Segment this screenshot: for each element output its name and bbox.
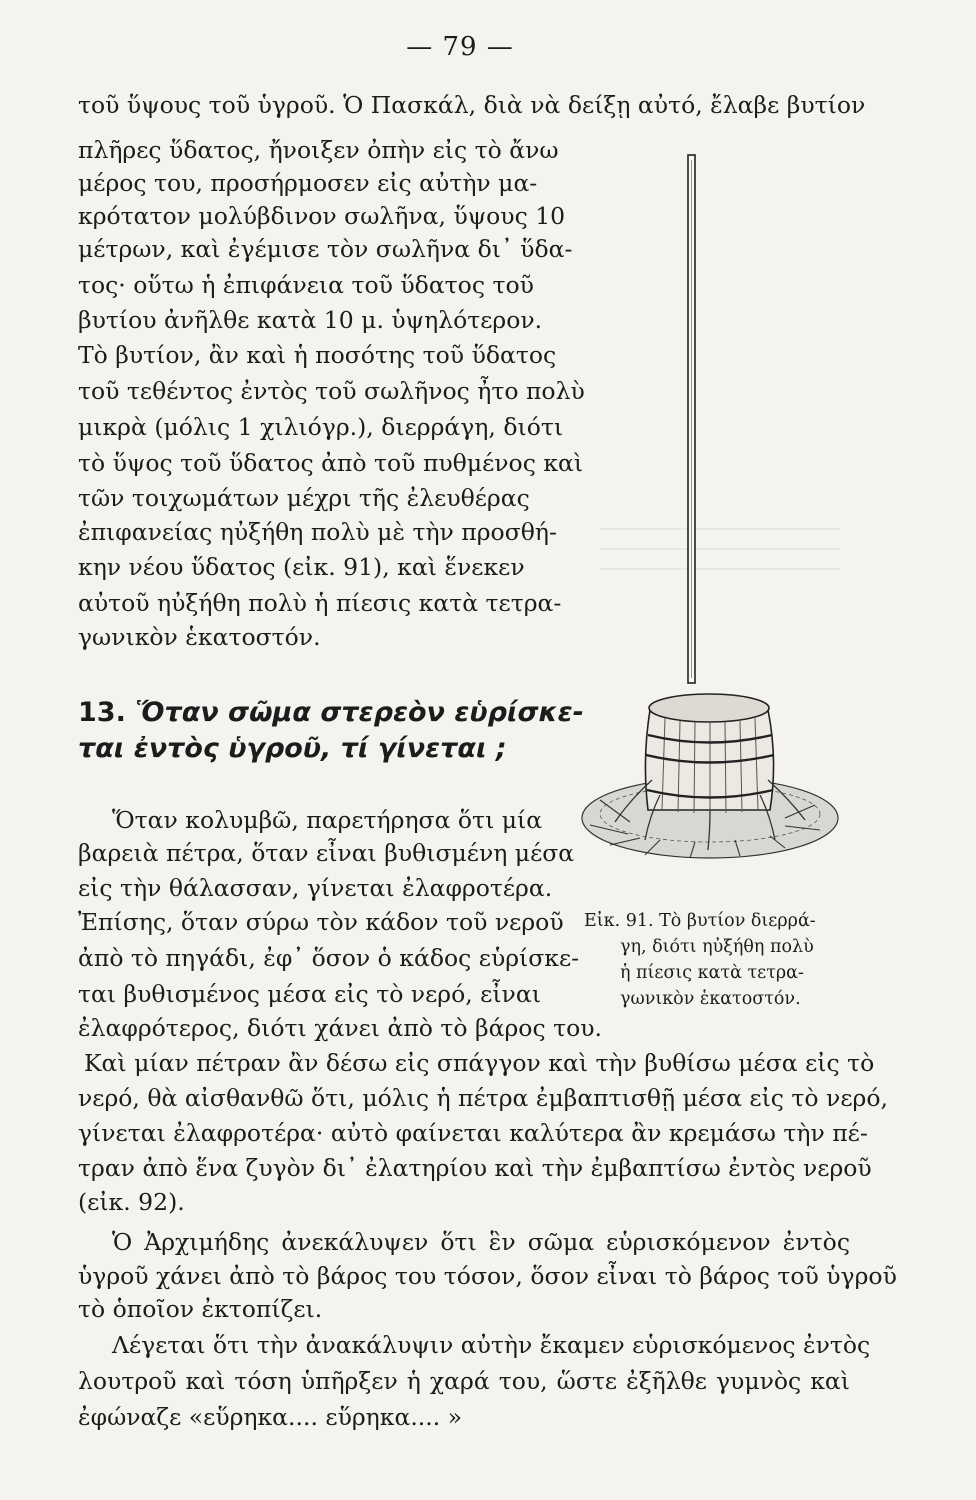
text-line: βαρειὰ πέτρα, ὅταν εἶναι βυθισμένη μέσα: [78, 839, 575, 867]
text-line: γωνικὸν ἑκατοστόν.: [78, 623, 321, 651]
text-line: ἐφώναζε «εὕρηκα.... εὕρηκα.... »: [78, 1403, 463, 1431]
section-heading-continued: [78, 733, 507, 764]
text-line: βυτίου ἀνῆλθε κατὰ 10 μ. ὑψηλότερον.: [78, 306, 543, 334]
barrel-with-tall-pipe-icon: [570, 150, 850, 890]
text-line: Ὅταν κολυμβῶ, παρετήρησα ὅτι μία: [112, 806, 543, 834]
text-line: κρότατον μολύβδινον σωλῆνα, ὕψους 10: [78, 202, 566, 230]
text-line: ται βυθισμένος μέσα εἰς τὸ νερό, εἶναι: [78, 980, 541, 1008]
text-line: Τὸ βυτίον, ἂν καὶ ἡ ποσότης τοῦ ὕδατος: [78, 341, 557, 369]
section-title-line2: ται ἐντὸς ὑγροῦ, τί γίνεται ;: [78, 733, 507, 764]
page-number: — 79 —: [406, 32, 514, 62]
text-line: μέρος του, προσήρμοσεν εἰς αὐτὴν μα-: [78, 169, 538, 197]
text-line: Λέγεται ὅτι τὴν ἀνακάλυψιν αὐτὴν ἔκαμεν εὑρισκόμενος ἐντὸς: [112, 1331, 871, 1359]
text-line: τῶν τοιχωμάτων μέχρι τῆς ἐλευθέρας: [78, 484, 530, 512]
text-line: Ἐπίσης, ὅταν σύρω τὸν κάδον τοῦ νεροῦ: [78, 908, 564, 936]
text-line: ἐλαφρότερος, διότι χάνει ἀπὸ τὸ βάρος του.: [78, 1014, 602, 1042]
barrel-pipe-figure: [570, 150, 850, 894]
text-line: λουτροῦ καὶ τόση ὑπῆρξεν ἡ χαρά του, ὥστε ἐξῆλθε γυμνὸς καὶ: [78, 1367, 850, 1395]
text-line: τος· οὕτω ἡ ἐπιφάνεια τοῦ ὕδατος τοῦ: [78, 271, 534, 299]
text-line: μικρὰ (μόλις 1 χιλιόγρ.), διερράγη, διότι: [78, 413, 564, 441]
text-line: γίνεται ἐλαφροτέρα· αὐτὸ φαίνεται καλύτερα ἂν κρεμάσω τὴν πέ-: [78, 1119, 868, 1147]
text-line: (εἰκ. 92).: [78, 1188, 185, 1216]
text-line: ἀπὸ τὸ πηγάδι, ἐφ᾽ ὅσον ὁ κάδος εὑρίσκε-: [78, 944, 580, 972]
caption-line: γωνικὸν ἑκατοστόν.: [620, 989, 801, 1009]
text-line: πλῆρες ὕδατος, ἤνοιξεν ὀπὴν εἰς τὸ ἄνω: [78, 136, 559, 164]
text-line: κην νέου ὕδατος (εἰκ. 91), καὶ ἕνεκεν: [78, 553, 525, 581]
caption-line: ἡ πίεσις κατὰ τετρα-: [620, 963, 804, 983]
text-line: Καὶ μίαν πέτραν ἂν δέσω εἰς σπάγγον καὶ τὴν βυθίσω μέσα εἰς τὸ: [84, 1049, 875, 1077]
text-line: μέτρων, καὶ ἐγέμισε τὸν σωλῆνα δι᾽ ὕδα-: [78, 235, 573, 263]
caption-line: γη, διότι ηὐξήθη πολὺ: [620, 937, 814, 957]
section-title-line1: Ὅταν σῶμα στερεὸν εὑρίσκε-: [135, 697, 584, 728]
text-line: ἐπιφανείας ηὐξήθη πολὺ μὲ τὴν προσθή-: [78, 518, 557, 546]
section-number: 13.: [78, 697, 126, 728]
text-line: τὸ ὕψος τοῦ ὕδατος ἀπὸ τοῦ πυθμένος καὶ: [78, 449, 584, 477]
text-line: ὑγροῦ χάνει ἀπὸ τὸ βάρος του τόσον, ὅσον εἶναι τὸ βάρος τοῦ ὑγροῦ: [78, 1262, 897, 1290]
text-line: τραν ἀπὸ ἕνα ζυγὸν δι᾽ ἐλατηρίου καὶ τὴν ἐμβαπτίσω ἐντὸς νεροῦ: [78, 1154, 872, 1182]
caption-line: Εἰκ. 91. Τὸ βυτίον διερρά-: [584, 911, 816, 931]
text-line: εἰς τὴν θάλασσαν, γίνεται ἐλαφροτέρα.: [78, 874, 553, 902]
section-heading: [78, 697, 584, 728]
text-line: τοῦ τεθέντος ἐντὸς τοῦ σωλῆνος ἦτο πολὺ: [78, 377, 585, 405]
figure-caption: [584, 908, 846, 1012]
text-line: τὸ ὁποῖον ἐκτοπίζει.: [78, 1295, 323, 1323]
text-line: Ὁ Ἀρχιμήδης ἀνεκάλυψεν ὅτι ἓν σῶμα εὑρισκόμενον ἐντὸς: [112, 1228, 850, 1256]
text-line: τοῦ ὕψους τοῦ ὑγροῦ. Ὁ Πασκάλ, διὰ νὰ δείξῃ αὐτό, ἔλαβε βυτίον: [78, 91, 866, 119]
text-line: νερό, θὰ αἰσθανθῶ ὅτι, μόλις ἡ πέτρα ἐμβαπτισθῇ μέσα εἰς τὸ νερό,: [78, 1084, 888, 1112]
text-line: αὐτοῦ ηὐξήθη πολὺ ἡ πίεσις κατὰ τετρα-: [78, 589, 562, 617]
